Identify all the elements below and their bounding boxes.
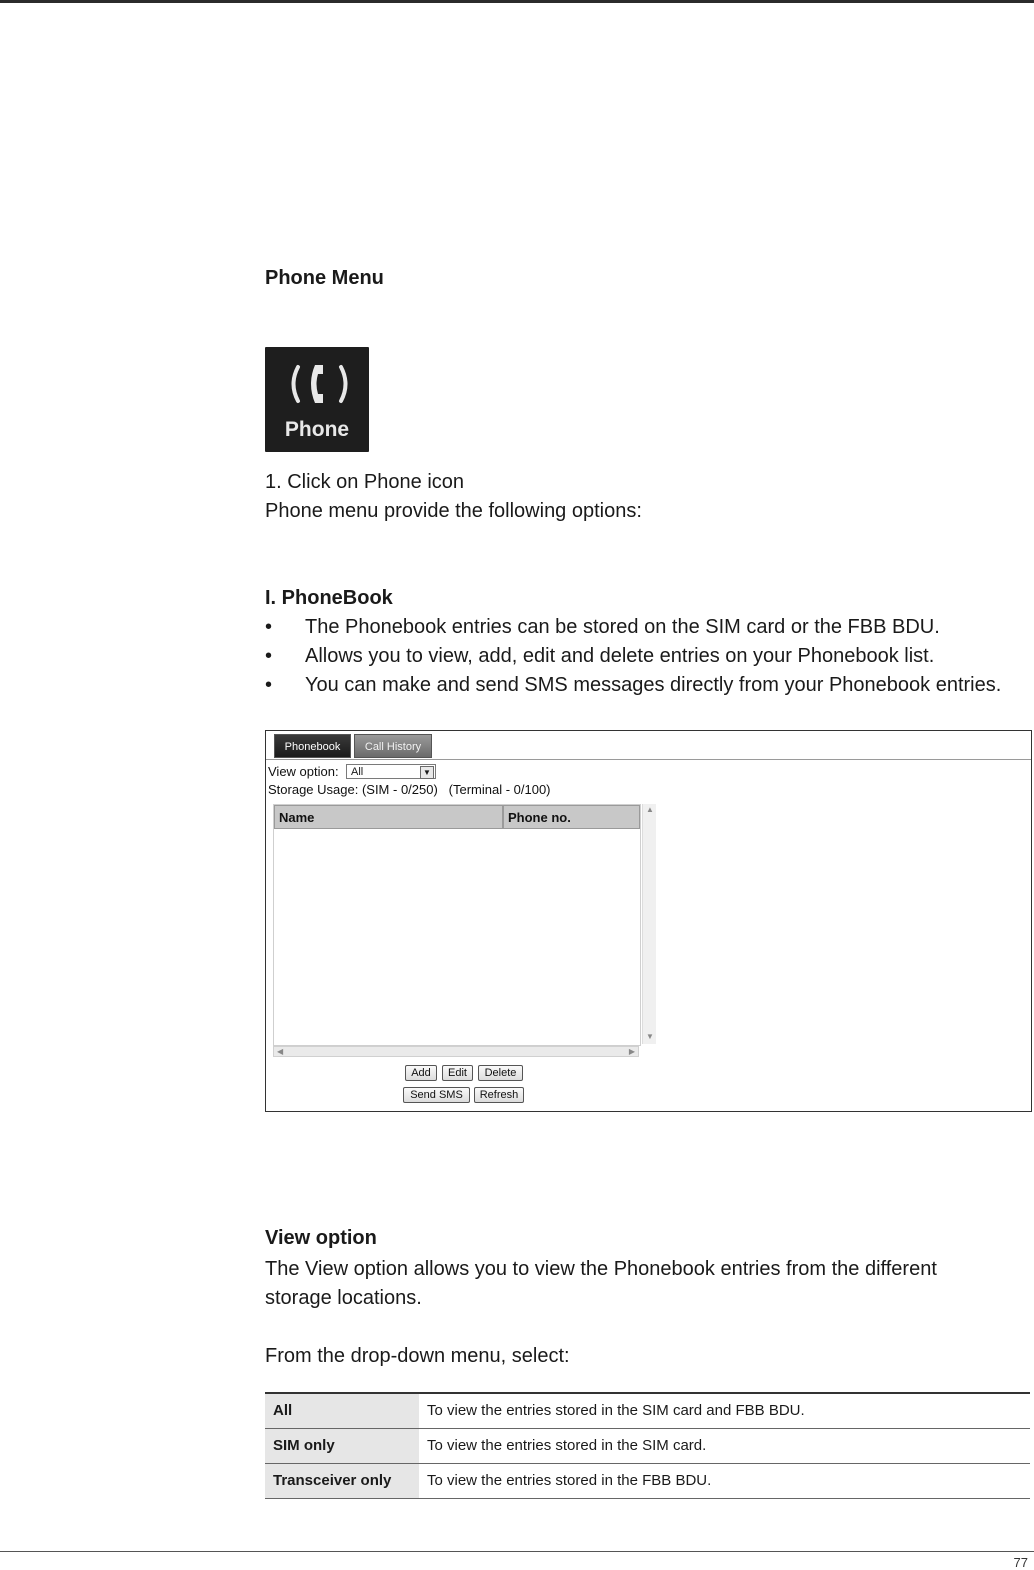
horizontal-scrollbar[interactable] [273,1046,639,1057]
option-desc: To view the entries stored in the SIM card and FBB BDU. [419,1393,1030,1428]
chevron-down-icon[interactable]: ▼ [420,766,434,779]
scroll-down-icon[interactable]: ▼ [646,1032,654,1041]
top-rule [0,0,1034,3]
list-item [265,642,1001,671]
list-item [265,671,1001,700]
view-option-label: View option: [268,764,339,779]
column-header-phone-no[interactable]: Phone no. [503,805,640,829]
scroll-up-icon[interactable]: ▲ [646,805,654,814]
tab-phonebook[interactable]: Phonebook [274,734,351,758]
bullet-text: Allows you to view, add, edit and delete entries on your Phonebook list. [305,645,935,667]
edit-button[interactable]: Edit [442,1065,473,1081]
section-title-phone-menu: Phone Menu [265,267,384,289]
view-options-table [265,1392,1030,1499]
table-row [265,1428,1030,1463]
option-key: Transceiver only [265,1463,419,1498]
bottom-rule [0,1551,1034,1552]
step-text: 1. Click on Phone icon [265,471,465,493]
from-dropdown-text: From the drop-down menu, select: [265,1345,570,1367]
option-desc: To view the entries stored in the SIM card. [419,1428,1030,1463]
column-header-name[interactable]: Name [274,805,503,829]
section-title-phonebook: I. PhoneBook [265,587,393,609]
vertical-scrollbar[interactable] [642,804,656,1044]
intro-text: Phone menu provide the following options: [265,500,642,522]
phone-menu-icon-tile[interactable] [265,347,369,452]
scroll-right-icon[interactable]: ▶ [628,1047,635,1056]
phone-icon-label: Phone [284,418,350,441]
bullet-text: The Phonebook entries can be stored on the SIM card or the FBB BDU. [305,616,940,638]
view-option-desc-line2: storage locations. [265,1287,422,1309]
scroll-left-icon[interactable]: ◀ [277,1047,284,1056]
table-row [265,1393,1030,1428]
table-row [265,1463,1030,1498]
page-number: 77 [1013,1555,1028,1570]
option-desc: To view the entries stored in the FBB BDU. [419,1463,1030,1498]
phonebook-grid [273,804,641,1046]
phonebook-bullet-list [265,613,1001,700]
send-sms-button[interactable]: Send SMS [403,1087,470,1103]
view-option-desc-line1: The View option allows you to view the Phonebook entries from the different [265,1258,937,1280]
refresh-button[interactable]: Refresh [474,1087,524,1103]
list-item [265,613,1001,642]
tab-bar [266,731,1031,760]
view-option-select[interactable] [346,764,436,779]
tab-call-history[interactable]: Call History [354,734,432,758]
storage-usage-text: Storage Usage: (SIM - 0/250) (Terminal - 0/100) [268,782,551,797]
view-option-value: All [351,766,364,778]
option-key: All [265,1393,419,1428]
section-title-view-option: View option [265,1227,377,1249]
phonebook-screenshot [265,730,1032,1112]
option-key: SIM only [265,1428,419,1463]
bullet-marker: • [265,645,273,667]
delete-button[interactable]: Delete [478,1065,523,1081]
phone-icon [265,347,369,417]
bullet-marker: • [265,616,273,638]
bullet-text: You can make and send SMS messages directly from your Phonebook entries. [305,674,1002,696]
bullet-marker: • [265,674,273,696]
add-button[interactable]: Add [405,1065,437,1081]
